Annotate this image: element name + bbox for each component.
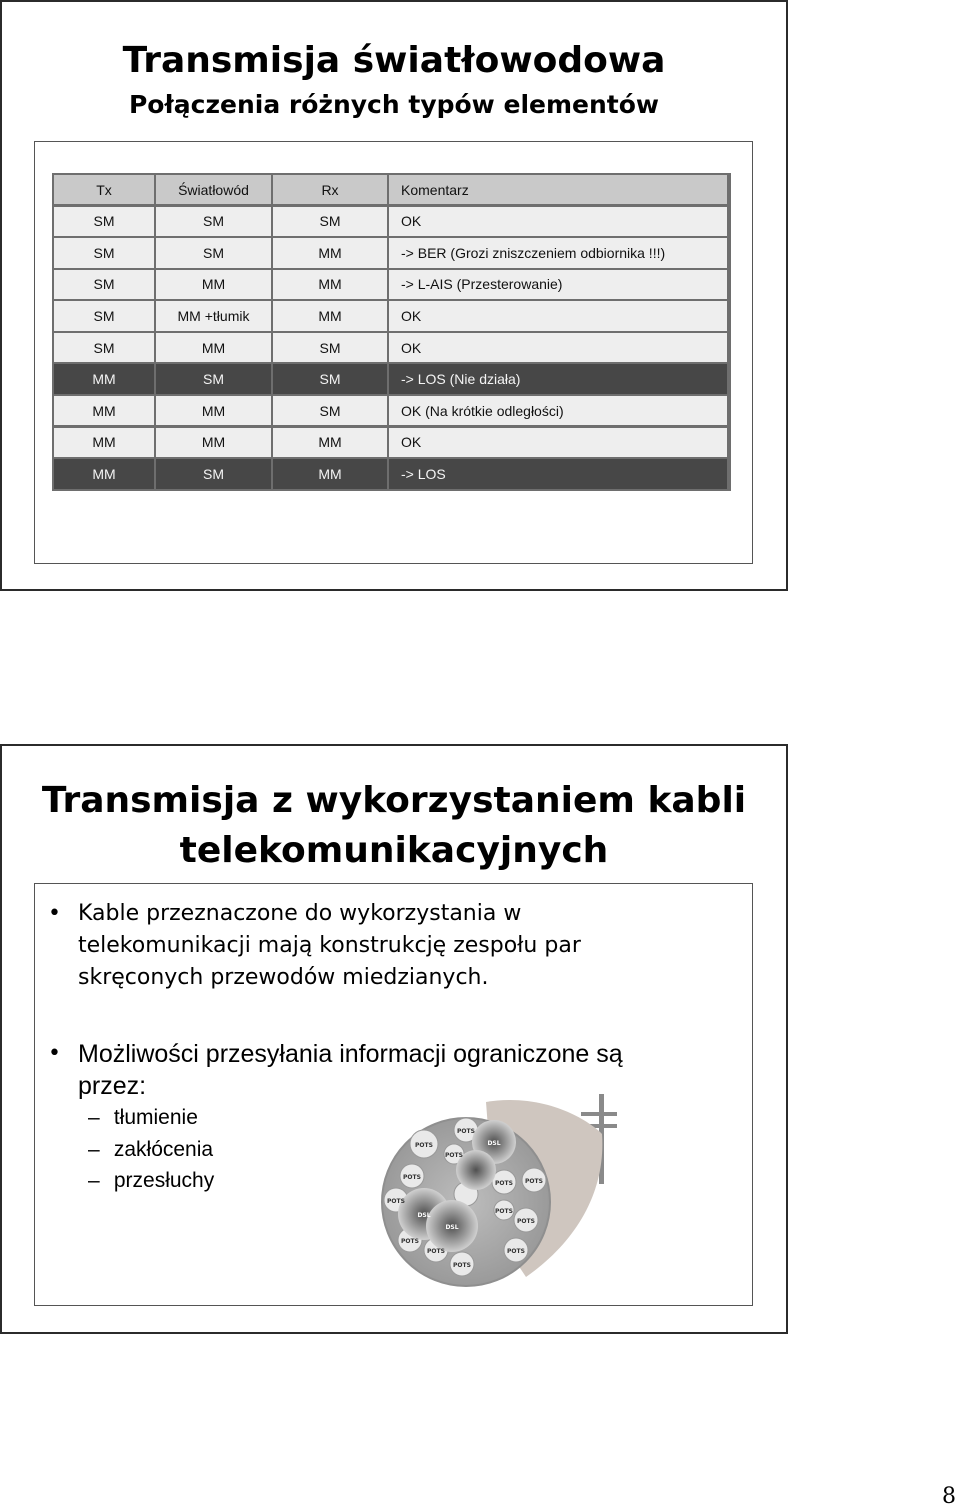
cell-comment: -> LOS xyxy=(389,459,729,490)
cell-rx: MM xyxy=(273,459,389,490)
bullet-marker: • xyxy=(48,1041,61,1066)
dash-marker: – xyxy=(88,1138,100,1161)
cell-tx: SM xyxy=(54,270,156,301)
cell-rx: SM xyxy=(273,207,389,238)
svg-text:POTS: POTS xyxy=(453,1262,471,1269)
svg-text:POTS: POTS xyxy=(495,1208,513,1215)
slide-1-title: Transmisja światłowodowa xyxy=(122,40,666,81)
fiber-compatibility-table xyxy=(52,173,731,491)
cell-rx: MM xyxy=(273,238,389,269)
cell-comment: OK xyxy=(389,301,729,332)
cell-rx: MM xyxy=(273,301,389,332)
header-rx: Rx xyxy=(273,175,389,206)
cell-tx: MM xyxy=(54,364,156,395)
cell-tx: SM xyxy=(54,301,156,332)
dash-marker: – xyxy=(88,1169,100,1192)
svg-text:DSL: DSL xyxy=(417,1212,431,1219)
cell-rx: MM xyxy=(273,428,389,459)
table-body xyxy=(54,207,729,491)
bullet-line: przez: xyxy=(78,1072,147,1100)
svg-text:POTS: POTS xyxy=(457,1128,475,1135)
svg-text:POTS: POTS xyxy=(403,1174,421,1181)
svg-text:POTS: POTS xyxy=(507,1248,525,1255)
cell-comment: -> L-AIS (Przesterowanie) xyxy=(389,270,729,301)
bullet-marker: • xyxy=(48,901,61,926)
bullet-cables-text xyxy=(78,898,581,994)
sub-item-attenuation xyxy=(88,1106,198,1130)
bullet-line: telekomunikacji mają konstrukcję zespołu par xyxy=(78,933,581,958)
cell-tx: SM xyxy=(54,333,156,364)
bullet-line: skręconych przewodów miedzianych. xyxy=(78,965,489,990)
cell-comment: OK xyxy=(389,207,729,238)
cell-comment: -> LOS (Nie działa) xyxy=(389,364,729,395)
cell-tx: MM xyxy=(54,459,156,490)
cell-fiber: MM xyxy=(156,270,273,301)
table-row xyxy=(54,428,729,459)
cell-rx: SM xyxy=(273,333,389,364)
dash-marker: – xyxy=(88,1106,100,1129)
table-row xyxy=(54,333,729,364)
cell-rx: SM xyxy=(273,364,389,395)
svg-text:POTS: POTS xyxy=(427,1248,445,1255)
table-row xyxy=(54,364,729,395)
slide-2-title-line-1: Transmisja z wykorzystaniem kabli xyxy=(41,780,747,821)
cell-fiber: MM +tłumik xyxy=(156,301,273,332)
svg-text:POTS: POTS xyxy=(445,1152,463,1159)
cell-comment: OK (Na krótkie odległości) xyxy=(389,396,729,427)
svg-text:POTS: POTS xyxy=(387,1198,405,1205)
cell-fiber: SM xyxy=(156,238,273,269)
slide-1-subtitle: Połączenia różnych typów elementów xyxy=(128,90,659,119)
svg-text:POTS: POTS xyxy=(495,1180,513,1187)
cell-comment: -> BER (Grozi zniszczeniem odbiornika !!!) xyxy=(389,238,729,269)
table-row xyxy=(54,207,729,238)
table-row xyxy=(54,459,729,490)
sub-item-label: tłumienie xyxy=(113,1106,198,1129)
cell-rx: SM xyxy=(273,396,389,427)
cell-fiber: SM xyxy=(156,459,273,490)
table-row xyxy=(54,270,729,301)
cell-fiber: MM xyxy=(156,396,273,427)
svg-text:DSL: DSL xyxy=(487,1140,501,1147)
svg-text:POTS: POTS xyxy=(415,1142,433,1149)
cell-comment: OK xyxy=(389,428,729,459)
cable-cross-section-icon xyxy=(376,1082,652,1298)
sub-item-label: zakłócenia xyxy=(113,1138,214,1161)
bullet-line: Możliwości przesyłania informacji ograniczone są xyxy=(78,1040,623,1068)
table-header-row xyxy=(54,175,729,206)
cell-comment: OK xyxy=(389,333,729,364)
header-tx: Tx xyxy=(54,175,156,206)
cell-tx: SM xyxy=(54,207,156,238)
cell-fiber: SM xyxy=(156,364,273,395)
bullet-line: Kable przeznaczone do wykorzystania w xyxy=(78,901,522,926)
table-row xyxy=(54,301,729,332)
cell-fiber: SM xyxy=(156,207,273,238)
sub-item-crosstalk xyxy=(88,1169,214,1193)
table-row xyxy=(54,396,729,427)
cell-tx: MM xyxy=(54,396,156,427)
cell-tx: MM xyxy=(54,428,156,459)
header-comment: Komentarz xyxy=(389,175,729,206)
svg-text:POTS: POTS xyxy=(525,1178,543,1185)
page-number: 8 xyxy=(942,1484,956,1509)
svg-text:POTS: POTS xyxy=(401,1238,419,1245)
svg-text:POTS: POTS xyxy=(517,1218,535,1225)
cell-tx: SM xyxy=(54,238,156,269)
cell-fiber: MM xyxy=(156,333,273,364)
sub-item-label: przesłuchy xyxy=(113,1169,215,1192)
slide-2-title-line-2: telekomunikacyjnych xyxy=(179,830,609,871)
header-fiber: Światłowód xyxy=(156,175,273,206)
cell-fiber: MM xyxy=(156,428,273,459)
table-row xyxy=(54,238,729,269)
svg-text:DSL: DSL xyxy=(445,1224,459,1231)
cell-rx: MM xyxy=(273,270,389,301)
sub-item-interference xyxy=(88,1138,213,1162)
